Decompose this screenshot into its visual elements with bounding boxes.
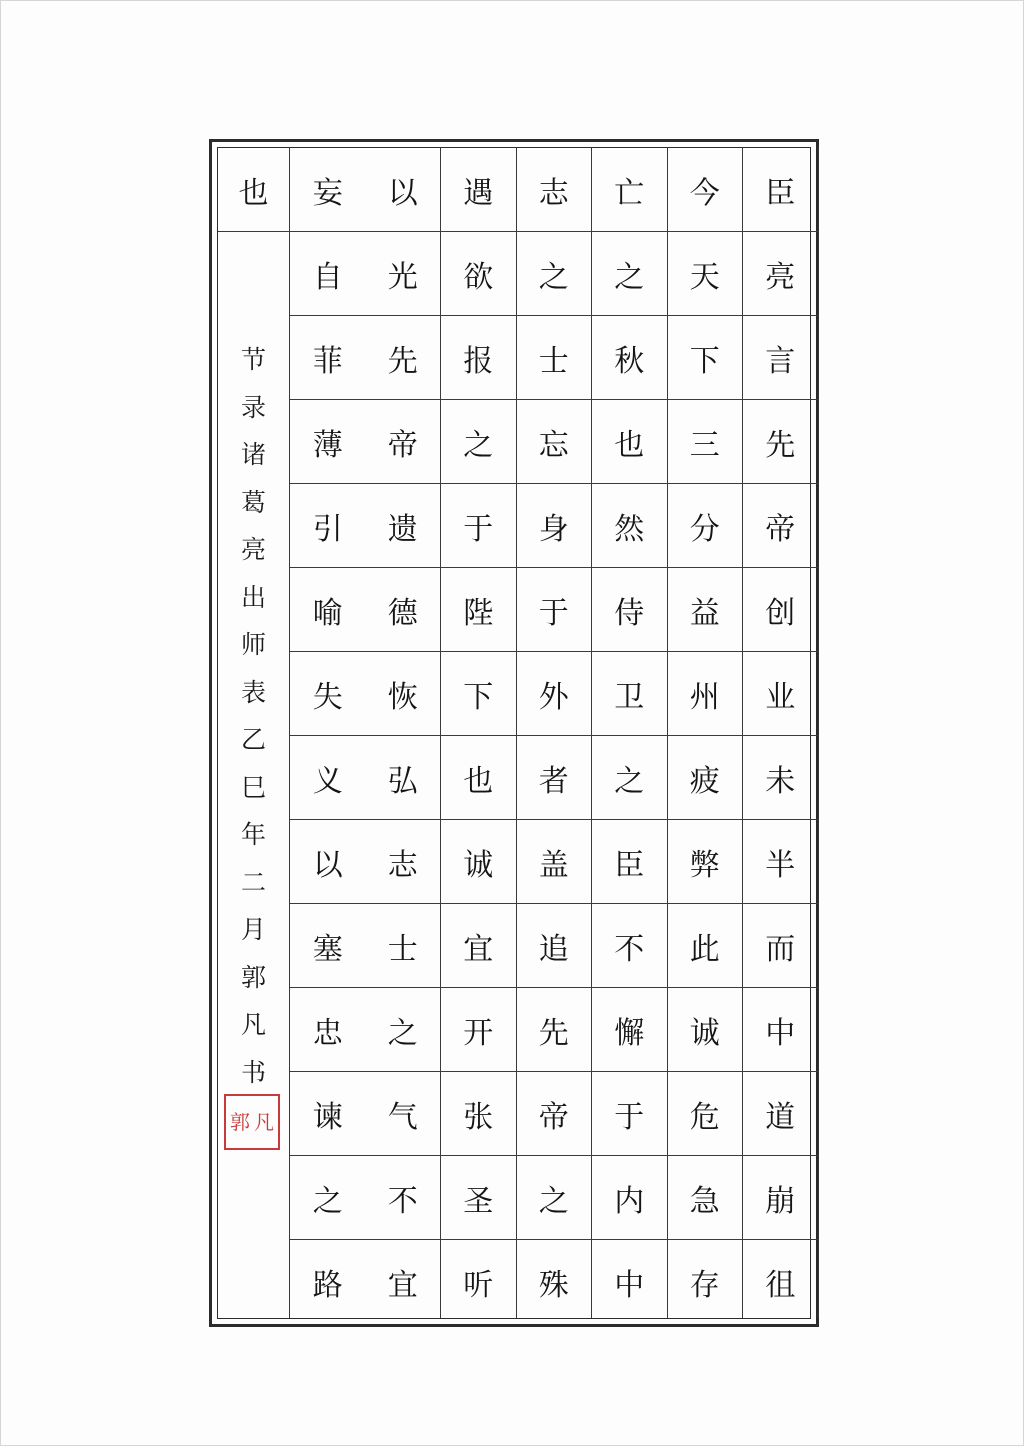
grid-cell: 弊 <box>668 820 743 904</box>
grid-cell: 中 <box>614 1268 645 1303</box>
grid-cell: 义 <box>290 736 366 820</box>
grid-cell: 也 <box>592 400 667 484</box>
grid-cell: 盖 <box>517 820 592 904</box>
grid-cell: 圣 <box>441 1156 516 1240</box>
grid-cell: 帝 <box>743 484 818 568</box>
grid-cell: 半 <box>743 820 818 904</box>
grid-cell: 先 <box>366 316 441 400</box>
grid-cell: 外 <box>517 652 592 736</box>
grid-cell: 徂 <box>765 1268 796 1303</box>
inscription-char: 书 <box>240 1057 266 1087</box>
inscription-char: 乙 <box>240 725 266 754</box>
inscription-char: 凡 <box>240 1010 266 1039</box>
grid-cell: 疲 <box>668 736 743 820</box>
grid-cell: 之 <box>290 1156 366 1240</box>
text-column-3 <box>592 148 668 1318</box>
grid-cell: 业 <box>743 652 818 736</box>
grid-cell: 之 <box>517 1156 592 1240</box>
grid-cell: 创 <box>743 568 818 652</box>
grid-cell: 失 <box>290 652 366 736</box>
grid-cell: 士 <box>517 316 592 400</box>
grid-cell: 恢 <box>366 652 441 736</box>
grid-cell: 州 <box>668 652 743 736</box>
grid-cell: 光 <box>366 232 441 316</box>
grid-cell: 自 <box>290 232 366 316</box>
grid-cell: 遗 <box>366 484 441 568</box>
grid-cell: 内 <box>592 1156 667 1240</box>
inscription-char: 节 <box>240 345 266 374</box>
grid-cell: 于 <box>441 484 516 568</box>
grid-cell: 然 <box>592 484 667 568</box>
inscription-char: 年 <box>240 820 266 849</box>
grid-cell: 塞 <box>290 904 366 988</box>
grid-cell: 殊 <box>538 1268 569 1303</box>
grid-cell: 急 <box>668 1156 743 1240</box>
grid-cell: 言 <box>743 316 818 400</box>
grid-cell: 忠 <box>290 988 366 1072</box>
text-column-6 <box>366 148 442 1318</box>
grid-cell: 之 <box>441 400 516 484</box>
grid-cell: 分 <box>668 484 743 568</box>
final-character-cell <box>218 148 289 232</box>
grid-cell: 中 <box>743 988 818 1072</box>
grid-cell: 臣 <box>743 148 818 232</box>
grid-cell: 亡 <box>592 148 667 232</box>
grid-cell: 存 <box>689 1268 720 1303</box>
grid-cell: 帝 <box>517 1072 592 1156</box>
grid-cell: 气 <box>366 1072 441 1156</box>
inscription-text <box>218 336 289 1096</box>
grid-cell: 身 <box>517 484 592 568</box>
grid-cell: 帝 <box>366 400 441 484</box>
inscription-char: 二 <box>240 867 266 897</box>
grid-cell: 志 <box>517 148 592 232</box>
grid-cell: 益 <box>668 568 743 652</box>
inscription-char: 师 <box>240 630 266 659</box>
grid-cell: 报 <box>441 316 516 400</box>
grid-cell: 路 <box>312 1268 343 1303</box>
grid-cell: 宜 <box>387 1268 418 1303</box>
grid-cell: 遇 <box>441 148 516 232</box>
text-column-2 <box>668 148 744 1318</box>
grid-cell: 下 <box>441 652 516 736</box>
grid-cell: 道 <box>743 1072 818 1156</box>
grid-cell: 士 <box>366 904 441 988</box>
grid-cell: 懈 <box>592 988 667 1072</box>
inscription-column <box>218 148 290 1318</box>
grid-cell: 之 <box>366 988 441 1072</box>
grid-cell: 也 <box>441 736 516 820</box>
grid-cell: 而 <box>743 904 818 988</box>
grid-cell: 志 <box>366 820 441 904</box>
text-column-1 <box>743 148 819 1318</box>
grid-cell: 不 <box>592 904 667 988</box>
grid-cell: 陛 <box>441 568 516 652</box>
text-column-7 <box>290 148 366 1318</box>
grid-cell: 忘 <box>517 400 592 484</box>
text-column-5 <box>441 148 517 1318</box>
grid-cell: 薄 <box>290 400 366 484</box>
grid-cell: 谏 <box>290 1072 366 1156</box>
inscription-char: 表 <box>240 677 266 707</box>
grid-cell: 亮 <box>743 232 818 316</box>
grid-cell: 今 <box>668 148 743 232</box>
grid-cell: 引 <box>290 484 366 568</box>
grid-cell: 德 <box>366 568 441 652</box>
grid-cell: 张 <box>441 1072 516 1156</box>
grid-cell: 未 <box>743 736 818 820</box>
grid-cell: 三 <box>668 400 743 484</box>
grid-cell: 之 <box>592 736 667 820</box>
calligraphy-grid <box>217 147 811 1319</box>
grid-cell: 此 <box>668 904 743 988</box>
text-column-4 <box>517 148 593 1318</box>
inscription-char: 出 <box>240 582 266 612</box>
grid-cell: 诚 <box>441 820 516 904</box>
inscription-char: 录 <box>240 392 266 422</box>
grid-cell: 之 <box>592 232 667 316</box>
grid-cell: 侍 <box>592 568 667 652</box>
grid-cell: 不 <box>366 1156 441 1240</box>
grid-cell: 菲 <box>290 316 366 400</box>
inscription-char: 亮 <box>240 535 266 564</box>
grid-cell: 开 <box>441 988 516 1072</box>
red-seal-stamp <box>224 1094 280 1150</box>
inscription-char: 诸 <box>240 440 266 469</box>
inscription-char: 郭 <box>240 962 266 992</box>
grid-cell: 欲 <box>441 232 516 316</box>
grid-cell: 于 <box>517 568 592 652</box>
grid-cell: 弘 <box>366 736 441 820</box>
inscription-char: 月 <box>240 915 266 944</box>
grid-cell: 听 <box>463 1268 494 1303</box>
grid-cell: 先 <box>517 988 592 1072</box>
grid-cell: 下 <box>668 316 743 400</box>
seal-char-1: 郭 <box>230 1110 250 1134</box>
grid-cell: 卫 <box>592 652 667 736</box>
grid-cell: 以 <box>366 148 441 232</box>
inscription-char: 巳 <box>240 772 266 802</box>
grid-cell: 妄 <box>290 148 366 232</box>
grid-cell: 先 <box>743 400 818 484</box>
grid-frame <box>209 139 819 1327</box>
grid-cell: 天 <box>668 232 743 316</box>
grid-cell: 者 <box>517 736 592 820</box>
grid-cell: 危 <box>668 1072 743 1156</box>
grid-cell: 崩 <box>743 1156 818 1240</box>
grid-cell: 秋 <box>592 316 667 400</box>
inscription-char: 葛 <box>240 487 266 517</box>
grid-cell: 追 <box>517 904 592 988</box>
grid-cell: 以 <box>290 820 366 904</box>
grid-cell: 臣 <box>592 820 667 904</box>
seal-char-2: 凡 <box>254 1110 274 1134</box>
final-character: 也 <box>238 175 269 211</box>
grid-cell: 之 <box>517 232 592 316</box>
grid-cell: 于 <box>592 1072 667 1156</box>
grid-cell: 喻 <box>290 568 366 652</box>
grid-cell: 诚 <box>668 988 743 1072</box>
grid-cell: 宜 <box>441 904 516 988</box>
